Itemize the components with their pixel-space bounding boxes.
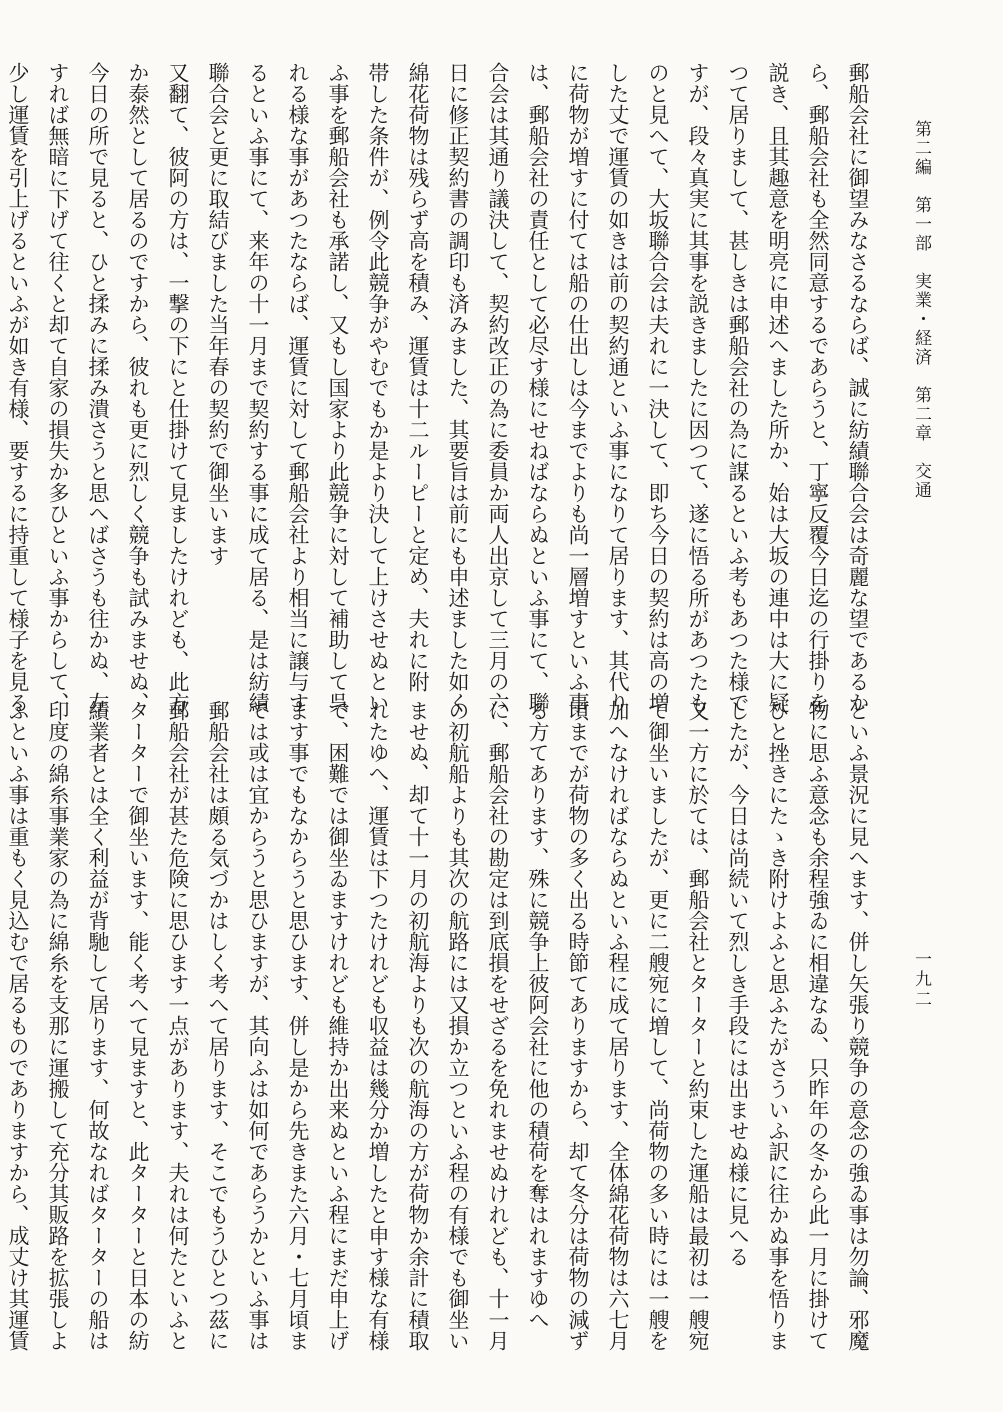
text-line: れる様な事があつたならば、運賃に対して郵船会社より相当に譲与す [286,62,310,713]
text-line: つて居りまして、甚しきは郵船会社の為に謀るといふ考もあつた様で [726,62,750,713]
text-line: 印度の綿糸事業家の為に綿糸を支那に運搬して充分其販路を拡張しよ [46,700,70,1351]
text-line: る方てあります、殊に競争上彼阿会社に他の積荷を奪はれますゆへ [526,700,550,1330]
text-line: 説き、且其趣意を明亮に申述へました所か、始は大坂の連中は大に疑 [766,62,790,713]
text-line: 物に思ふ意念も余程強ゐに相違なゐ、只昨年の冬から此一月に掛けて [806,700,830,1351]
text-line: ふといふ事は重もく見込むで居るものでありますから、成丈け其運賃 [6,700,30,1351]
text-line: ターターで御坐います、能く考へて見ますと、此ターターと日本の紡 [126,700,150,1351]
text-line: では或は宜からうと思ひますが、其向ふは如何であらうかといふ事は [246,700,270,1351]
text-line: か泰然として居るのですから、彼れも更に烈しく競争も試みませぬ、 [126,62,150,713]
running-head: 第二編 第一部 実業・経済 第二章 交通 [911,120,931,500]
text-line: したが、今日は尚続いて烈しき手段には出ませぬ様に見へる [726,700,750,1267]
text-line: すが、段々真実に其事を説きましたに因つて、遂に悟る所があつたも [686,62,710,713]
text-line: 聯合会と更に取結びました当年春の契約で御坐います [206,62,230,566]
text-line: 又翻て、彼阿の方は、一撃の下にと仕掛けて見ましたけれども、此方 [166,62,190,713]
text-line: した丈で運賃の如きは前の契約通といふ事になりて居ります、其代り [606,62,630,713]
text-line: ます事でもなからうと思ひます、併し是から先きまた六月・七月頃ま [286,700,310,1351]
text-line: 今日の所で見ると、ひと揉みに揉み潰さうと思へばさうも往かぬ、左 [86,62,110,713]
text-line: 日に修正契約書の調印も済みました、其要旨は前にも申述ました如く [446,62,470,713]
text-line: 績業者とは全く利益が背馳して居ります、何故なればターターの船は [86,700,110,1351]
text-line: 頃までが荷物の多く出る時節てありますから、却て冬分は荷物の減ず [566,700,590,1351]
text-line: 帯した条件が、例令此競争がやむでもか是より決して上けさせぬとい [366,62,390,713]
text-line: れたゆへ、運賃は下つたけれども収益は幾分か増したと申す様な有様 [366,700,390,1351]
text-line: るといふ事にて、来年の十一月まで契約する事に成て居る、是は紡績 [246,62,270,713]
text-line: 少し運賃を引上げるといふが如き有様、要するに持重して様子を見る [6,62,30,713]
text-line: て御坐いましたが、更に二艘宛に増して、尚荷物の多い時には一艘を [646,700,670,1351]
text-line: ませぬ、却て十一月の初航海よりも次の航海の方が荷物か余計に積取 [406,700,430,1351]
text-line: 綿花荷物は残らず高を積み、運賃は十二ルーピーと定め、夫れに附 [406,62,430,692]
text-line: 加へなければならぬといふ程に成て居ります、全体綿花荷物は六七月 [606,700,630,1351]
text-line: に荷物が増すに付ては船の仕出しは今までよりも尚一層増すといふ事 [566,62,590,713]
text-block-top [6,62,878,713]
text-line: 郵船会社に御望みなさるならば、誠に紡績聯合会は奇麗な望であるか [846,62,870,713]
text-block-bottom [6,700,878,1351]
text-line: 郵船会社は頗る気づかはしく考へて居ります、そこでもうひとつ茲に [206,700,230,1351]
text-line: 又一方に於ては、郵船会社とターターと約束した運船は最初は一艘宛 [686,700,710,1351]
text-line: といふ景況に見へます、併し矢張り競争の意念の強ゐ事は勿論、邪魔 [846,700,870,1351]
text-line: のと見へて、大坂聯合会は夫れに一決して、即ち今日の契約は高の増 [646,62,670,713]
text-line: に、郵船会社の勘定は到底損をせざるを免れませぬけれども、十一月 [486,700,510,1351]
text-line: 郵船会社が甚た危険に思ひます一点があります、夫れは何たといふと [166,700,190,1351]
text-line: の初航船よりも其次の航路には又損か立つといふ程の有様でも御坐い [446,700,470,1351]
text-line: で、困難では御坐ゐますけれども維持か出来ぬといふ程にまだ申上げ [326,700,350,1351]
text-line: は、郵船会社の責任として必尽す様にせねばならぬといふ事にて、聯 [526,62,550,713]
text-line: ひと挫きにたゝき附けよふと思ふたがさういふ訳に往かぬ事を悟りま [766,700,790,1351]
page-number: 一九二 [911,950,931,1010]
text-line: ふ事を郵船会社も承諾し、又もし国家より此競争に対して補助して呉 [326,62,350,713]
text-line: 合会は其通り議決して、契約改正の為に委員か両人出京して三月の六 [486,62,510,713]
text-line: すれば無暗に下げて往くと却て自家の損失か多ひといふ事からして、 [46,62,70,713]
text-line: ら、郵船会社も全然同意するであらうと、丁寧反覆今日迄の行掛りを [806,62,830,713]
